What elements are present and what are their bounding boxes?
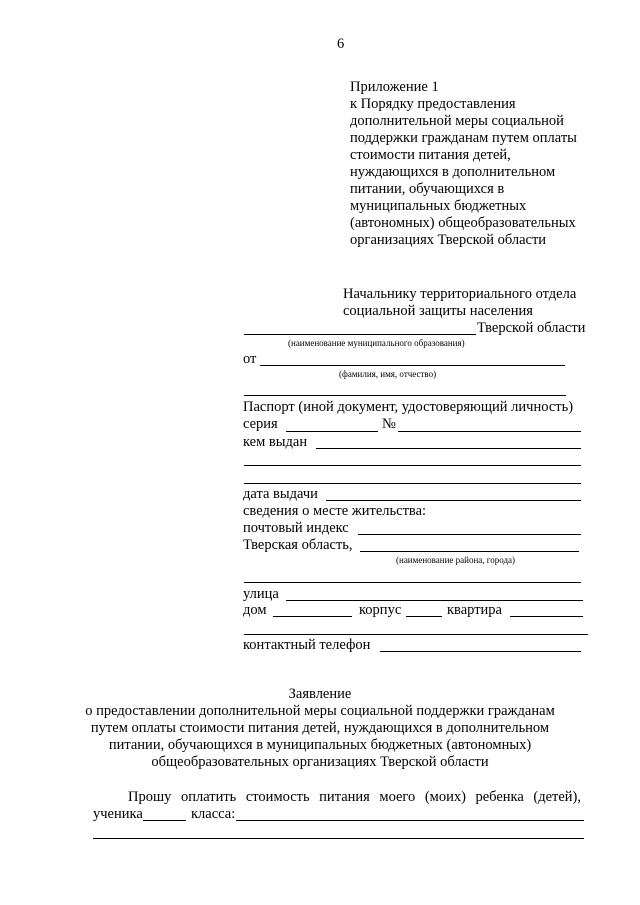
house-field[interactable] [273, 616, 352, 617]
student-label: ученика [93, 806, 143, 822]
street-field[interactable] [286, 600, 583, 601]
class-label: класса: [191, 806, 236, 822]
building-field[interactable] [406, 616, 442, 617]
apartment-label: квартира [447, 602, 502, 618]
issued-by-label: кем выдан [243, 434, 308, 450]
addressee-line1: Начальнику территориального отдела [343, 286, 577, 302]
statement-title: Заявление [288, 686, 352, 702]
children-field-2[interactable] [93, 838, 584, 839]
addressee-line2: социальной защиты населения [343, 303, 533, 319]
number-label: № [382, 416, 396, 432]
issue-date-label: дата выдачи [243, 486, 318, 502]
grade-field[interactable] [143, 820, 186, 821]
appendix-line: дополнительной меры социальной [350, 113, 564, 129]
postal-code-field[interactable] [358, 534, 581, 535]
municipality-hint: (наименование муниципального образования) [288, 338, 465, 348]
series-label: серия [243, 416, 278, 432]
fio-hint: (фамилия, имя, отчество) [339, 369, 437, 379]
house-label: дом [243, 602, 267, 618]
residence-label: сведения о месте жительства: [243, 503, 427, 519]
municipality-field[interactable] [244, 334, 476, 335]
tver-region-label: Тверская область, [243, 537, 353, 553]
building-label: корпус [359, 602, 402, 618]
appendix-line: Приложение 1 [350, 79, 439, 95]
district-field-2[interactable] [244, 582, 581, 583]
number-field[interactable] [398, 431, 581, 432]
phone-field[interactable] [380, 651, 581, 652]
fio-field-2[interactable] [244, 395, 566, 396]
statement-line: о предоставлении дополнительной меры социальной поддержки гражданам [85, 703, 555, 719]
issued-by-field[interactable] [316, 448, 581, 449]
from-label: от [243, 351, 257, 367]
appendix-line: муниципальных бюджетных [350, 198, 527, 214]
issued-by-field-2[interactable] [244, 465, 581, 466]
address-extra-field[interactable] [244, 634, 588, 635]
series-field[interactable] [286, 431, 378, 432]
appendix-line: (автономных) общеобразовательных [350, 215, 576, 231]
issued-by-field-3[interactable] [244, 483, 581, 484]
page-number: 6 [337, 36, 345, 52]
fio-field[interactable] [260, 365, 565, 366]
appendix-line: нуждающихся в дополнительном [350, 164, 556, 180]
region-label: Тверской области [477, 320, 586, 336]
district-hint: (наименование района, города) [396, 555, 516, 565]
statement-line: питании, обучающихся в муниципальных бюджетных (автономных) [108, 737, 532, 753]
request-text: Прошу оплатить стоимость питания моего (моих) ребенка (детей), [128, 789, 581, 805]
district-field[interactable] [360, 551, 579, 552]
statement-line: общеобразовательных организациях Тверской области [151, 754, 489, 770]
passport-label: Паспорт (иной документ, удостоверяющий личность) [243, 399, 574, 415]
apartment-field[interactable] [510, 616, 583, 617]
statement-line: путем оплаты стоимости питания детей, нуждающихся в дополнительном [90, 720, 550, 736]
appendix-line: поддержки гражданам путем оплаты [350, 130, 577, 146]
street-label: улица [243, 586, 279, 602]
children-field[interactable] [236, 820, 584, 821]
appendix-line: к Порядку предоставления [350, 96, 516, 112]
postal-code-label: почтовый индекс [243, 520, 349, 536]
appendix-line: стоимости питания детей, [350, 147, 511, 163]
appendix-line: организациях Тверской области [350, 232, 547, 248]
appendix-line: питании, обучающихся в [350, 181, 505, 197]
issue-date-field[interactable] [326, 500, 581, 501]
phone-label: контактный телефон [243, 637, 371, 653]
